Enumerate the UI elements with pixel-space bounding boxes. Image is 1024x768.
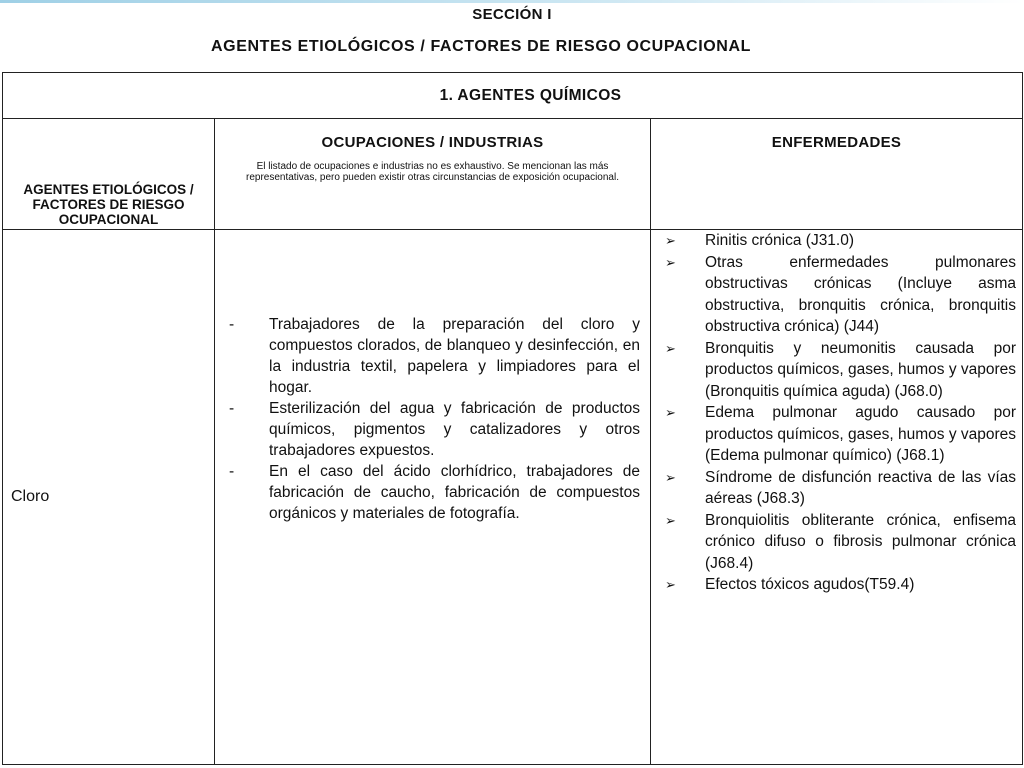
arrow-bullet-icon: ➢ [665, 340, 676, 356]
agent-group-title: 1. AGENTES QUÍMICOS [3, 73, 1023, 119]
list-item [665, 467, 1016, 510]
disease-text: Otras enfermedades pulmonares obstructivas crónicas (Incluye asma obstructiva, bronquitis crónica, bronquitis obstructiva crónica) (J44) [705, 253, 1016, 335]
diseases-cell [651, 230, 1023, 765]
column-header-diseases: ENFERMEDADES [651, 119, 1023, 230]
column-header-occupations [215, 119, 651, 230]
top-accent-line [0, 0, 1024, 3]
arrow-bullet-icon: ➢ [665, 577, 676, 592]
dash-bullet: - [229, 463, 235, 480]
list-item [227, 398, 640, 461]
disease-text: Síndrome de disfunción reactiva de las vías aéreas (J68.3) [705, 468, 1016, 507]
arrow-bullet-icon: ➢ [665, 512, 676, 528]
disease-text: Bronquiolitis obliterante crónica, enfisema crónico difuso o fibrosis pulmonar crónica (J68.4) [705, 511, 1016, 572]
list-item [227, 314, 640, 398]
occupation-text: En el caso del ácido clorhídrico, trabajadores de fabricación de caucho, fabricación de compuestos orgánicos y materiales de fotografía. [269, 463, 640, 522]
table-header-row [3, 119, 1023, 230]
agent-group-row [3, 73, 1023, 119]
arrow-bullet-icon: ➢ [665, 469, 676, 485]
disease-text: Bronquitis y neumonitis causada por productos químicos, gases, humos y vapores (Bronquitis química aguda) (J68.0) [705, 339, 1017, 400]
dash-bullet: - [229, 316, 235, 333]
column-header-occupations-title: OCUPACIONES / INDUSTRIAS [321, 134, 544, 151]
column-header-occupations-note: El listado de ocupaciones e industrias no es exhaustivo. Se mencionan las más representativas, pero pueden existir otras circunstancias de exposición ocupacional. [246, 161, 619, 183]
list-item [227, 461, 640, 524]
section-title: SECCIÓN I [472, 6, 552, 23]
occupation-text: Esterilización del agua y fabricación de productos químicos, pigmentos y catalizadores y otros trabajadores expuestos. [269, 400, 640, 459]
disease-text: Rinitis crónica (J31.0) [705, 232, 855, 249]
list-item [665, 338, 1016, 403]
agent-name: Cloro [3, 230, 215, 765]
arrow-bullet-icon: ➢ [665, 233, 676, 248]
arrow-bullet-icon: ➢ [665, 254, 676, 270]
occupations-list [227, 314, 640, 524]
document-title: AGENTES ETIOLÓGICOS / FACTORES DE RIESGO OCUPACIONAL [211, 38, 751, 55]
arrow-bullet-icon: ➢ [665, 405, 676, 420]
disease-text: Efectos tóxicos agudos(T59.4) [705, 576, 915, 593]
occupations-cell [215, 230, 651, 765]
table-row [3, 230, 1023, 765]
column-header-agents: AGENTES ETIOLÓGICOS / FACTORES DE RIESGO OCUPACIONAL [3, 119, 215, 230]
occupation-text: Trabajadores de la preparación del cloro y compuestos clorados, de blanqueo y desinfección, en la industria textil, papelera y limpiadores para el hogar. [269, 316, 640, 396]
list-item [665, 402, 1016, 467]
list-item [665, 230, 1016, 252]
disease-text: Edema pulmonar agudo causado por productos químicos, gases, humos y vapores (Edema pulmonar químico) (J68.1) [705, 404, 1017, 464]
list-item [665, 510, 1016, 575]
dash-bullet: - [229, 400, 235, 417]
list-item [665, 252, 1016, 338]
list-item [665, 574, 1016, 596]
diseases-list [665, 230, 1016, 596]
risk-table [2, 72, 1023, 765]
